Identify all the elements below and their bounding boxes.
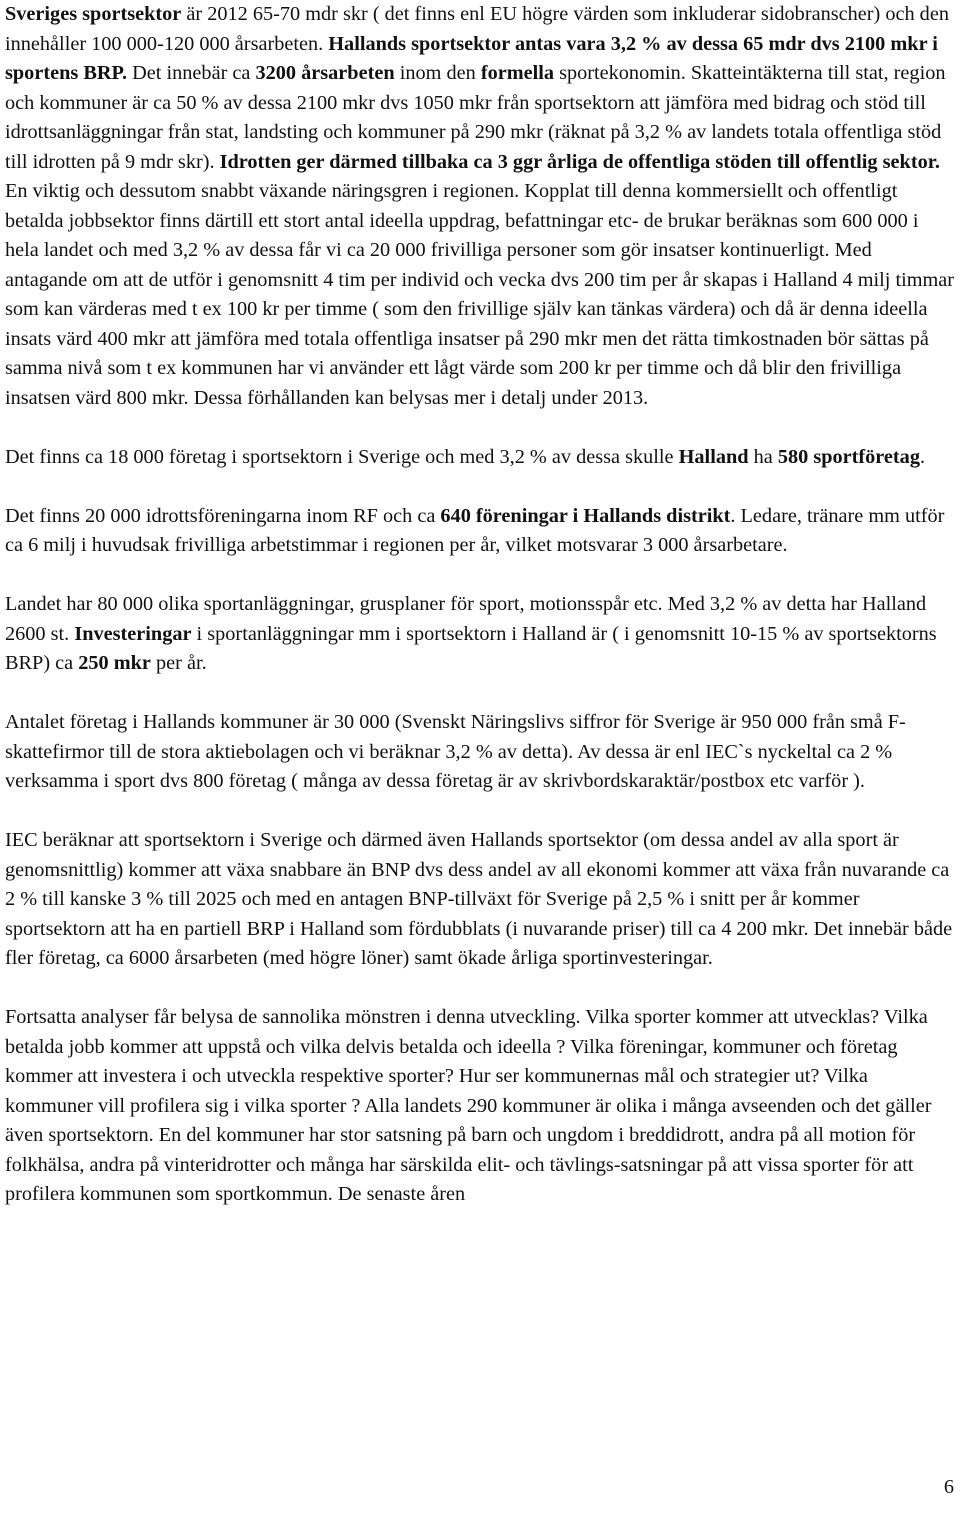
text-run: ha <box>748 445 778 468</box>
paragraph <box>5 826 957 974</box>
text-run: är 2012 65-70 mdr skr ( det finns enl EU högre värden som inkluderar sidobranscher) och den innehåller 100 000-120 000 årsarbeten. <box>5 3 949 55</box>
paragraph <box>5 502 957 561</box>
paragraph <box>5 1003 957 1210</box>
paragraph <box>5 0 957 413</box>
text-run: Antalet företag i Hallands kommuner är 30 000 (Svenskt Näringslivs siffror för Sverige är 950 000 från små F-skattefirmor till de stora aktiebolagen och vi beräknar 3,2 % av detta). Av dessa är enl IEC`s nyckeltal ca 2 % verksamma i sport dvs 800 företag ( många av dessa företag är av skrivbordskaraktär/postbox etc varför ). <box>5 711 906 792</box>
bold-text-run: 250 mkr <box>78 652 151 674</box>
paragraph <box>5 590 957 679</box>
text-run: per år. <box>150 652 207 674</box>
bold-text-run: Sveriges sportsektor <box>5 3 182 25</box>
text-run: Det finns ca 18 000 företag i sportsektorn i Sverige och med 3,2 % av dessa skulle <box>5 445 679 468</box>
paragraph <box>5 708 957 797</box>
text-run: . <box>919 445 926 468</box>
bold-text-run: Halland <box>678 445 749 468</box>
text-run: En viktig och dessutom snabbt växande näringsgren i regionen. Kopplat till denna kommersiellt och offentligt betalda jobbsektor finns därtill ett stort antal ideella uppdrag, befattningar etc- de brukar beräknas som 600 000 i hela landet och med 3,2 % av dessa får vi ca 20 000 frivilliga personer som gör insatser kontinuerligt. Med antagande om att de utför i genomsnitt 4 tim per individ och vecka dvs 200 tim per år skapas i Halland 4 milj timmar som kan värderas med t ex 100 kr per timme ( som den frivillige själv kan tänkas värdera) och då är denna ideella insats värd 400 mkr att jämföra med totala offentliga insatser på 290 mkr men det rätta timkostnaden bör sättas på samma nivå som t ex kommunen har vi använder ett lågt värde som 200 kr per timme och då blir den frivilliga insatsen värd 800 mkr. Dessa förhållanden kan belysas mer i detalj under 2013. <box>5 180 955 409</box>
text-run: i sportanläggningar mm i sportsektorn i Halland är ( i genomsnitt 10-15 % av sportsektorns BRP) ca <box>5 622 937 674</box>
text-run: . Ledare, tränare mm utför ca 6 milj i huvudsak frivilliga arbetstimmar i regionen per år, vilket motsvarar 3 000 årsarbetare. <box>5 504 945 556</box>
text-run: Landet har 80 000 olika sportanläggningar, grusplaner för sport, motionsspår etc. Med 3,2 % av detta har Halland 2600 st. <box>5 593 927 645</box>
bold-text-run: 640 föreningar i Hallands distrikt <box>440 504 731 527</box>
page-number: 6 <box>943 1476 954 1498</box>
text-run: Fortsatta analyser får belysa de sannolika mönstren i denna utveckling. Vilka sporter kommer att utvecklas? Vilka betalda jobb kommer att uppstå och vilka delvis betalda och ideella ? Vilka föreningar, kommuner och företag kommer att investera i och utveckla respektive sporter? Hur ser kommunernas mål och strategier ut? Vilka kommuner vill profilera sig i vilka sporter ? Alla landets 290 kommuner är olika i många avseenden och det gäller även sportsektorn. En del kommuner har stor satsning på barn och ungdom i breddidrott, andra på all motion för folkhälsa, andra på vinteridrotter och många har särskilda elit- och tävlings-satsningar på att vissa sporter för att profilera kommunen som sportkommun. De senaste åren <box>5 1006 932 1205</box>
text-run: sportekonomin. Skatteintäkterna till stat, region och kommuner är ca 50 % av dessa 2100 mkr dvs 1050 mkr från sportsektorn att jämföra med bidrag och stöd till idrottsanläggningar från stat, landsting och kommuner på 290 mkr (räknat på 3,2 % av landets totala offentliga stöd till idrotten på 9 mdr skr). <box>5 62 946 173</box>
text-run: inom den <box>394 62 481 84</box>
bold-text-run: Investeringar <box>74 622 192 645</box>
paragraph <box>5 443 957 473</box>
text-run: Det innebär ca <box>127 62 256 84</box>
text-run: IEC beräknar att sportsektorn i Sverige och därmed även Hallands sportsektor (om dessa andel av alla sport är genomsnittlig) kommer att växa snabbare än BNP dvs dess andel av all ekonomi kommer att växa från nuvarande ca 2 % till kanske 3 % till 2025 och med en antagen BNP-tillväxt för Sverige på 2,5 % i snitt per år kommer sportsektorn att ha en partiell BRP i Halland som fördubblats (i nuvarande priser) till ca 4 200 mkr. Det innebär både fler företag, ca 6000 årsarbeten (med högre löner) samt ökade årliga sportinvesteringar. <box>5 829 953 969</box>
document-body <box>5 0 957 1239</box>
bold-text-run: 580 sportföretag <box>777 445 920 468</box>
bold-text-run: Idrotten ger därmed tillbaka ca 3 ggr årliga de offentliga stöden till offentlig sektor. <box>219 150 940 173</box>
bold-text-run: 3200 årsarbeten <box>255 62 395 84</box>
text-run: Det finns 20 000 idrottsföreningarna inom RF och ca <box>5 504 441 527</box>
bold-text-run: formella <box>480 62 555 84</box>
bold-text-run: Hallands sportsektor antas vara 3,2 % av dessa 65 mdr dvs 2100 mkr i sportens BRP. <box>5 32 938 84</box>
